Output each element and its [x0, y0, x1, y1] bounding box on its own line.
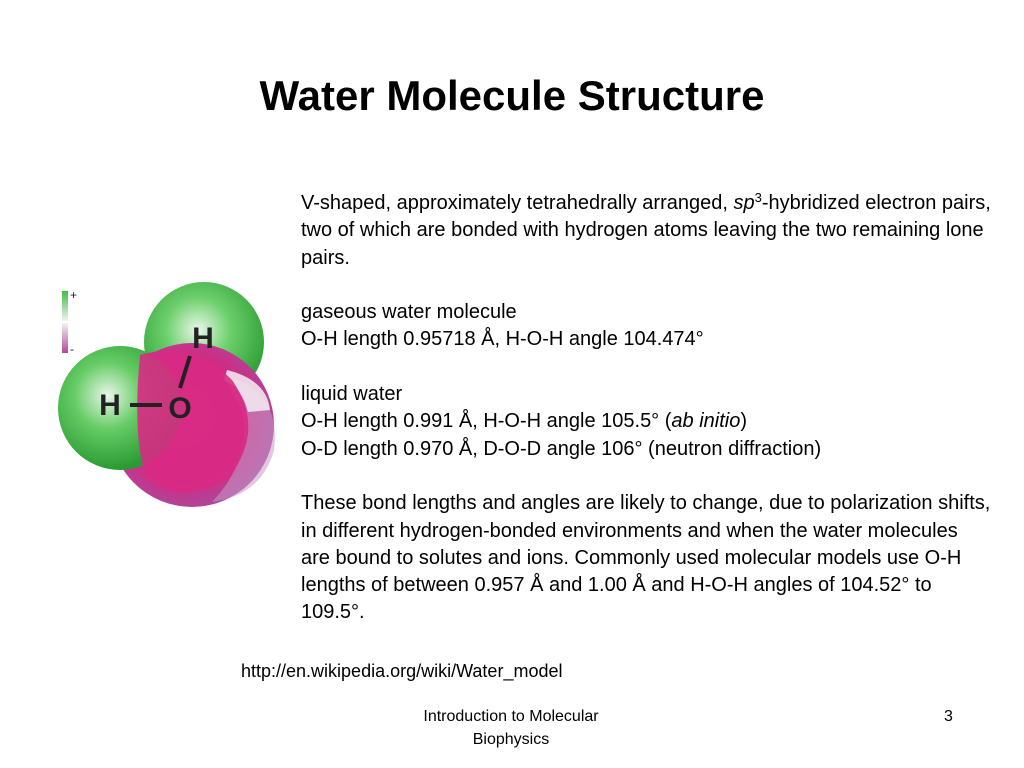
bond-variation-paragraph: These bond lengths and angles are likely to change, due to polarization shifts, in different hydrogen-bonded environments and when the water molecules are bound to solutes and ions. Commonly used molecular models use O-H lengths of between 0.957 Å and 1.00 Å and H-O-H angles of 104.52° to 109.5°. [301, 492, 991, 624]
charge-legend [60, 287, 86, 357]
gaseous-heading: gaseous water molecule [301, 301, 517, 324]
slide-footer [386, 705, 636, 751]
legend-negative-bar [62, 323, 68, 353]
slide-body [301, 190, 991, 627]
footer-line-2: Biophysics [472, 731, 550, 748]
footer-line-1: Introduction to Molecular [423, 708, 599, 725]
legend-minus-label: - [70, 342, 74, 356]
source-link[interactable]: http://en.wikipedia.org/wiki/Water_model [241, 661, 563, 681]
liquid-od-values: O-D length 0.970 Å, D-O-D angle 106° (neutron diffraction) [301, 437, 822, 460]
atom-label-h-top: H [192, 322, 214, 355]
atom-label-h-left: H [99, 389, 121, 422]
page-number: 3 [944, 708, 953, 725]
slide-title: Water Molecule Structure [259, 72, 765, 119]
water-molecule-illustration [52, 280, 284, 512]
atom-label-o: O [168, 392, 192, 425]
liquid-oh-values: O-H length 0.991 Å, H-O-H angle 105.5° (ab initio) [301, 410, 748, 433]
legend-plus-label: + [70, 288, 78, 302]
liquid-heading: liquid water [301, 383, 403, 406]
gaseous-values: O-H length 0.95718 Å, H-O-H angle 104.474° [301, 328, 704, 351]
intro-paragraph: V-shaped, approximately tetrahedrally arranged, $sp^3$-hybridized electron pairs, two of which are bonded with hydrogen atoms leaving the two remaining lone pairs. [301, 190, 991, 269]
legend-positive-bar [62, 291, 68, 321]
